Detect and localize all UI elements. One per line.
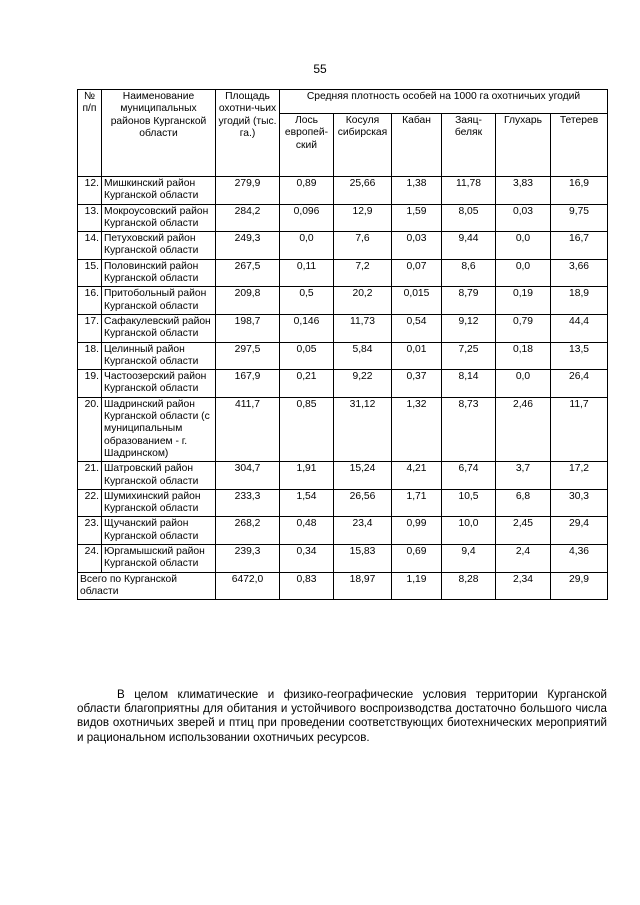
district-name: Половинский район Курганской области [102,259,216,287]
total-density-value: 0,83 [280,572,334,600]
header-row-1 [78,90,608,114]
table-row [78,287,608,315]
table-row [78,342,608,370]
district-name: Шумихинский район Курганской области [102,489,216,517]
total-density-value: 18,97 [334,572,392,600]
density-value: 1,38 [392,177,442,205]
density-value: 26,56 [334,489,392,517]
table-row [78,259,608,287]
row-number: 15. [78,259,102,287]
row-number: 13. [78,204,102,232]
table-row [78,462,608,490]
density-value: 0,69 [392,545,442,573]
density-value: 1,59 [392,204,442,232]
row-number: 14. [78,232,102,260]
density-value: 0,99 [392,517,442,545]
hunting-area: 233,3 [216,489,280,517]
row-number: 16. [78,287,102,315]
density-value: 0,0 [496,259,551,287]
density-value: 0,34 [280,545,334,573]
density-value: 0,03 [496,204,551,232]
district-name: Сафакулевский район Курганской области [102,314,216,342]
density-value: 15,24 [334,462,392,490]
density-value: 15,83 [334,545,392,573]
density-value: 7,25 [442,342,496,370]
table-row [78,517,608,545]
density-value: 0,0 [496,232,551,260]
density-value: 0,146 [280,314,334,342]
density-value: 4,21 [392,462,442,490]
header-area: Площадь охотни-чьих угодий (тыс. га.) [216,90,280,177]
density-table [77,89,608,600]
hunting-area: 209,8 [216,287,280,315]
row-number: 12. [78,177,102,205]
density-value: 0,015 [392,287,442,315]
density-value: 1,91 [280,462,334,490]
hunting-area: 284,2 [216,204,280,232]
district-name: Мокроусовский район Курганской области [102,204,216,232]
district-name: Частоозерский район Курганской области [102,370,216,398]
table-row [78,204,608,232]
density-value: 9,22 [334,370,392,398]
density-value: 16,9 [551,177,608,205]
hunting-area: 297,5 [216,342,280,370]
density-value: 0,48 [280,517,334,545]
density-value: 0,79 [496,314,551,342]
density-value: 29,4 [551,517,608,545]
density-value: 12,9 [334,204,392,232]
density-value: 10,5 [442,489,496,517]
density-value: 13,5 [551,342,608,370]
row-number: 23. [78,517,102,545]
density-value: 9,44 [442,232,496,260]
district-name: Мишкинский район Курганской области [102,177,216,205]
page-number: 55 [313,62,327,76]
density-value: 0,5 [280,287,334,315]
hunting-area: 198,7 [216,314,280,342]
header-species-boar: Кабан [392,114,442,177]
hunting-area: 167,9 [216,370,280,398]
density-value: 5,84 [334,342,392,370]
density-value: 11,7 [551,397,608,461]
density-value: 9,12 [442,314,496,342]
total-row [78,572,608,600]
density-value: 9,4 [442,545,496,573]
hunting-area: 304,7 [216,462,280,490]
total-density-value: 1,19 [392,572,442,600]
row-number: 18. [78,342,102,370]
table-row [78,397,608,461]
density-value: 0,0 [496,370,551,398]
header-name: Наименование муниципальных районов Курганской области [102,90,216,177]
density-value: 16,7 [551,232,608,260]
density-value: 2,45 [496,517,551,545]
total-area: 6472,0 [216,572,280,600]
table-row [78,314,608,342]
district-name: Шатровский район Курганской области [102,462,216,490]
density-value: 0,85 [280,397,334,461]
density-value: 8,79 [442,287,496,315]
density-value: 10,0 [442,517,496,545]
density-value: 20,2 [334,287,392,315]
density-value: 3,66 [551,259,608,287]
row-number: 17. [78,314,102,342]
density-value: 9,75 [551,204,608,232]
district-name: Юргамышский район Курганской области [102,545,216,573]
density-value: 25,66 [334,177,392,205]
hunting-area: 279,9 [216,177,280,205]
density-value: 0,0 [280,232,334,260]
density-value: 0,11 [280,259,334,287]
density-value: 11,78 [442,177,496,205]
total-label: Всего по Курганской области [78,572,216,600]
density-value: 0,54 [392,314,442,342]
row-number: 24. [78,545,102,573]
header-species-capercaillie: Глухарь [496,114,551,177]
density-value: 8,73 [442,397,496,461]
density-value: 0,096 [280,204,334,232]
hunting-area: 411,7 [216,397,280,461]
density-value: 23,4 [334,517,392,545]
header-num: № п/п [78,90,102,177]
density-value: 2,4 [496,545,551,573]
density-value: 0,18 [496,342,551,370]
table-body [78,177,608,600]
density-value: 44,4 [551,314,608,342]
hunting-area: 267,5 [216,259,280,287]
density-value: 8,05 [442,204,496,232]
density-value: 3,83 [496,177,551,205]
density-value: 30,3 [551,489,608,517]
total-density-value: 2,34 [496,572,551,600]
density-value: 18,9 [551,287,608,315]
header-species-elk: Лось европей-ский [280,114,334,177]
density-value: 0,03 [392,232,442,260]
hunting-area: 249,3 [216,232,280,260]
density-value: 0,21 [280,370,334,398]
hunting-area: 268,2 [216,517,280,545]
density-value: 11,73 [334,314,392,342]
density-value: 7,2 [334,259,392,287]
district-name: Притобольный район Курганской области [102,287,216,315]
table-row [78,489,608,517]
density-value: 2,46 [496,397,551,461]
body-paragraph: В целом климатические и физико-географические условия территории Курганской области благоприятны для обитания и устойчивого воспроизводства достаточно большого числа видов охотничьих зверей и птиц при проведении соответствующих биотехнических мероприятий и рациональном использовании охотничьих ресурсов. [77,688,607,744]
table-row [78,232,608,260]
density-value: 1,54 [280,489,334,517]
row-number: 22. [78,489,102,517]
district-name: Щучанский район Курганской области [102,517,216,545]
density-value: 31,12 [334,397,392,461]
row-number: 20. [78,397,102,461]
density-value: 4,36 [551,545,608,573]
density-value: 3,7 [496,462,551,490]
density-value: 0,07 [392,259,442,287]
district-name: Шадринский район Курганской области (с муниципальным образованием - г. Шадринском) [102,397,216,461]
total-density-value: 29,9 [551,572,608,600]
density-value: 8,6 [442,259,496,287]
hunting-area: 239,3 [216,545,280,573]
density-value: 0,19 [496,287,551,315]
density-value: 0,01 [392,342,442,370]
district-name: Целинный район Курганской области [102,342,216,370]
table-row [78,370,608,398]
density-value: 17,2 [551,462,608,490]
density-value: 1,71 [392,489,442,517]
density-value: 0,89 [280,177,334,205]
density-value: 8,14 [442,370,496,398]
density-value: 7,6 [334,232,392,260]
total-density-value: 8,28 [442,572,496,600]
table-row [78,177,608,205]
density-value: 26,4 [551,370,608,398]
header-species-roe-deer: Косуля сибирская [334,114,392,177]
density-value: 1,32 [392,397,442,461]
row-number: 19. [78,370,102,398]
row-number: 21. [78,462,102,490]
density-value: 0,05 [280,342,334,370]
district-name: Петуховский район Курганской области [102,232,216,260]
density-value: 6,74 [442,462,496,490]
header-species-hare: Заяц-беляк [442,114,496,177]
header-density-group: Средняя плотность особей на 1000 га охотничьих угодий [280,90,608,114]
density-value: 6,8 [496,489,551,517]
density-value: 0,37 [392,370,442,398]
header-species-black-grouse: Тетерев [551,114,608,177]
table-row [78,545,608,573]
